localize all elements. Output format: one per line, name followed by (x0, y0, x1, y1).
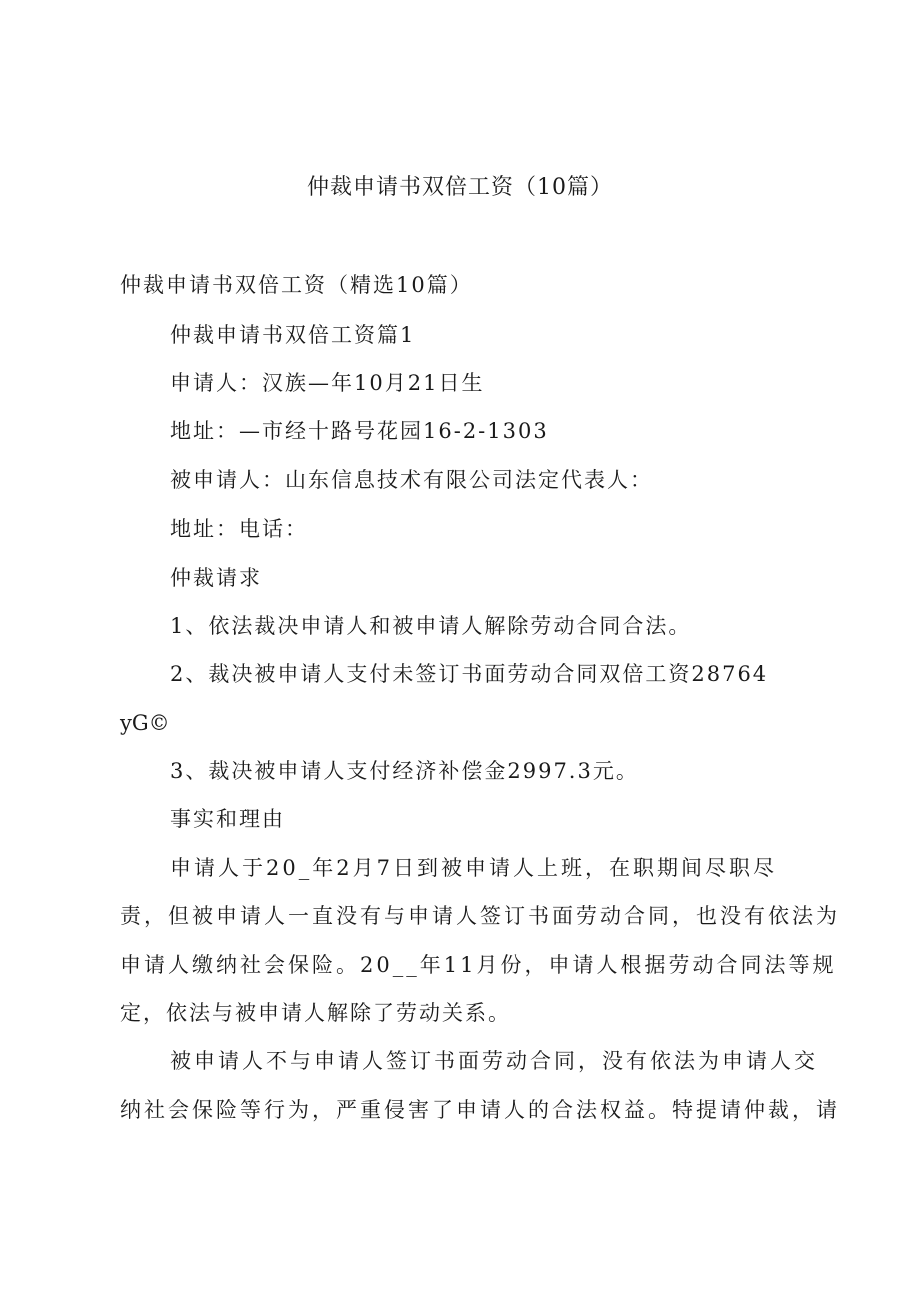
facts-heading: 事实和理由 (170, 807, 285, 831)
applicant-line: 申请人：汉族—年10月21日生 (170, 371, 485, 395)
facts-paragraph-1-line-4: 定，依法与被申请人解除了劳动关系。 (120, 1001, 511, 1025)
request-item-3: 3、裁决被申请人支付经济补偿金2997.3元。 (170, 759, 639, 783)
requests-heading: 仲裁请求 (170, 566, 262, 590)
request-item-2-line-2: yG© (120, 711, 170, 735)
facts-paragraph-1-line-3: 申请人缴纳社会保险。20__年11月份，申请人根据劳动合同法等规 (120, 953, 837, 977)
facts-paragraph-1-line-2: 责，但被申请人一直没有与申请人签订书面劳动合同，也没有依法为 (120, 904, 840, 928)
section-heading: 仲裁申请书双倍工资篇1 (170, 323, 416, 347)
facts-paragraph-1-line-1: 申请人于20_年2月7日到被申请人上班，在职期间尽职尽 (170, 856, 777, 880)
facts-paragraph-2-line-1: 被申请人不与申请人签订书面劳动合同，没有依法为申请人交 (170, 1049, 818, 1073)
request-item-2-line-1: 2、裁决被申请人支付未签订书面劳动合同双倍工资28764 (170, 662, 769, 686)
request-item-1: 1、依法裁决申请人和被申请人解除劳动合同合法。 (170, 614, 692, 638)
document-title: 仲裁申请书双倍工资（10篇） (307, 175, 613, 200)
respondent-line: 被申请人：山东信息技术有限公司法定代表人： (170, 468, 653, 492)
applicant-address-line: 地址：—市经十路号花园16-2-1303 (170, 419, 549, 443)
respondent-contact-line: 地址：电话： (170, 517, 308, 541)
document-subtitle: 仲裁申请书双倍工资（精选10篇） (120, 273, 473, 297)
facts-paragraph-2-line-2: 纳社会保险等行为，严重侵害了申请人的合法权益。特提请仲裁，请 (120, 1098, 840, 1122)
